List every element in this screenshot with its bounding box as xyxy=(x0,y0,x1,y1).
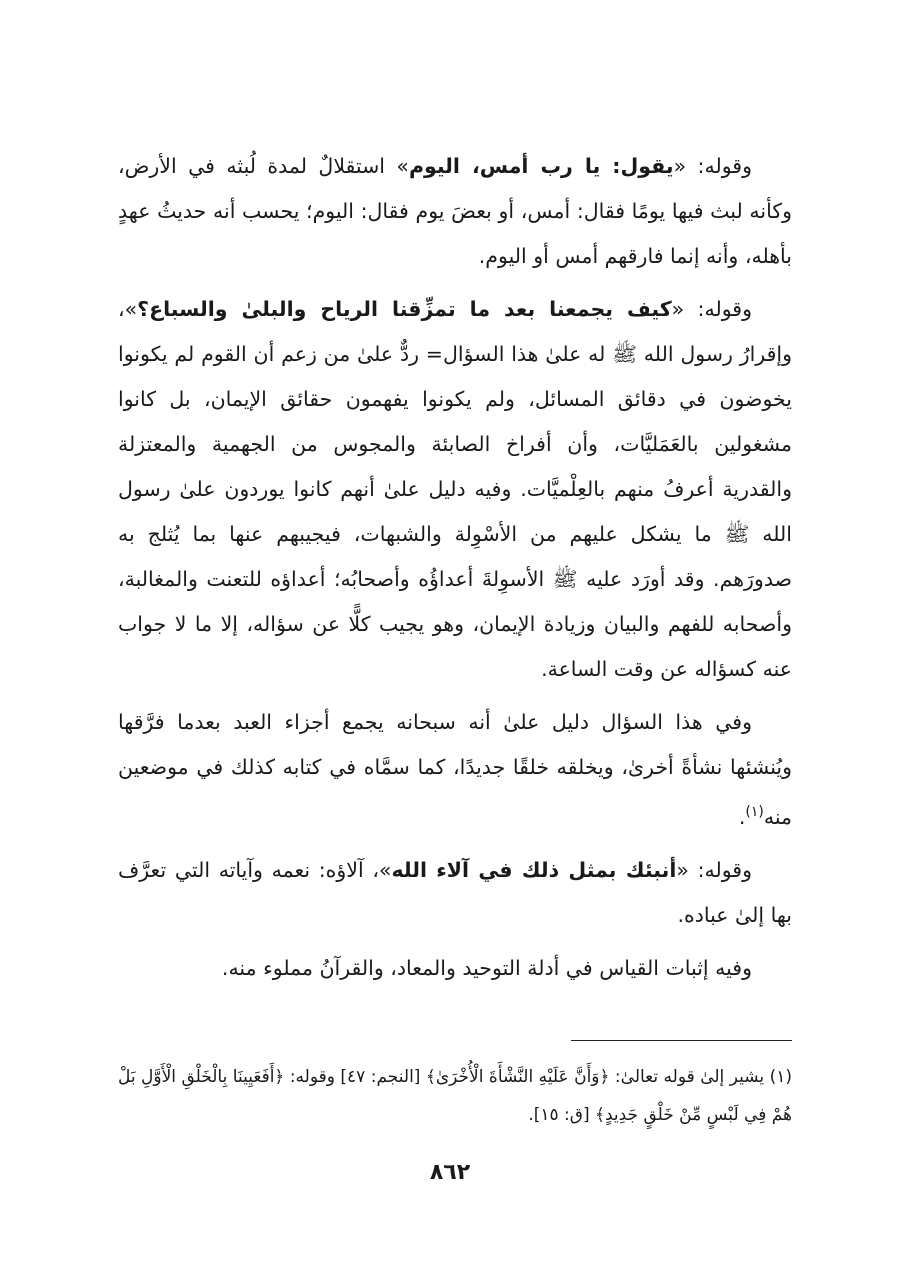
text-span: وقوله: « xyxy=(671,297,752,321)
paragraph-1 xyxy=(118,144,792,279)
text-span: » استقلالٌ لمدة لُبثه في الأرض، وكأنه لبث فيها يومًا فقال: أمس، أو بعضَ يوم فقال: اليوم؛ يحسب أنه حديثُ عهدٍ بأهله، وأنه إنما فارقهم أمس أو اليوم. xyxy=(118,154,792,268)
paragraph-2 xyxy=(118,287,792,692)
quoted-hadith-text: كيف يجمعنا بعد ما تمزِّقنا الرياح والبلىٰ والسباع؟ xyxy=(137,297,672,321)
quoted-hadith-text: أنبئك بمثل ذلك في آلاء الله xyxy=(391,857,677,882)
footnote: (١) يشير إلىٰ قوله تعالىٰ: ﴿وَأَنَّ عَلَيْهِ النَّشْأَةَ الْأُخْرَىٰ﴾ [النجم: ٤٧] وقوله: ﴿أَفَعَيِينَا بِالْخَلْقِ الْأَوَّلِ بَلْ هُمْ فِي لَبْسٍ مِّنْ خَلْقٍ جَدِيدٍ﴾ [ق: ١٥]. xyxy=(118,1067,792,1125)
paragraph-5: وفيه إثبات القياس في أدلة التوحيد والمعاد، والقرآنُ مملوء منه. xyxy=(221,955,752,980)
text-span: . xyxy=(738,804,746,829)
quoted-hadith-text: يقول: يا رب أمس، اليوم xyxy=(408,154,674,178)
paragraph-3 xyxy=(118,700,792,840)
text-span: وفي هذا السؤال دليل علىٰ أنه سبحانه يجمع أجزاء العبد بعدما فرَّقها ويُنشئها نشأةً أخرىٰ، ويخلقه خلقًا جديدًا، كما سمَّاه في كتابه كذلك في موضعين منه xyxy=(118,710,792,829)
text-span: »، وإقرارُ رسول الله ﷺ له علىٰ هذا السؤال= ردٌّ علىٰ من زعم أن القوم لم يكونوا يخوضون في دقائق المسائل، ولم يكونوا يفهمون حقائق الإيمان، بل كانوا مشغولين بالعَمَليَّات، وأن أفراخ الصابئة والمجوس من الجهمية والمعتزلة والقدرية أعرفُ منهم بالعِلْميَّات. وفيه دليل علىٰ أنهم كانوا يوردون علىٰ رسول الله ﷺ ما يشكل عليهم من الأسْوِلة والشبهات، فيجيبهم عنها بما يُثلج به صدورَهم. وقد أورَد عليه ﷺ الأسوِلةَ أعداؤُه وأصحابُه؛ أعداؤه للتعنت والمغالبة، وأصحابه للفهم والبيان وزيادة الإيمان، وهو يجيب كلًّا عن سؤاله، إلا ما لا جواب عنه كسؤاله عن وقت الساعة. xyxy=(118,297,792,681)
text-span: وقوله: « xyxy=(673,154,752,178)
footnote-reference: (١) xyxy=(745,804,764,820)
footnote-separator xyxy=(571,1040,792,1041)
page-number: ٨٦٢ xyxy=(429,1160,471,1185)
paragraph-4 xyxy=(118,848,792,938)
text-span: وقوله: « xyxy=(676,857,753,882)
text-span: »، آلاؤه: نعمه وآياته التي تعرَّف بها إلىٰ عباده. xyxy=(118,857,792,927)
main-text xyxy=(118,144,792,999)
